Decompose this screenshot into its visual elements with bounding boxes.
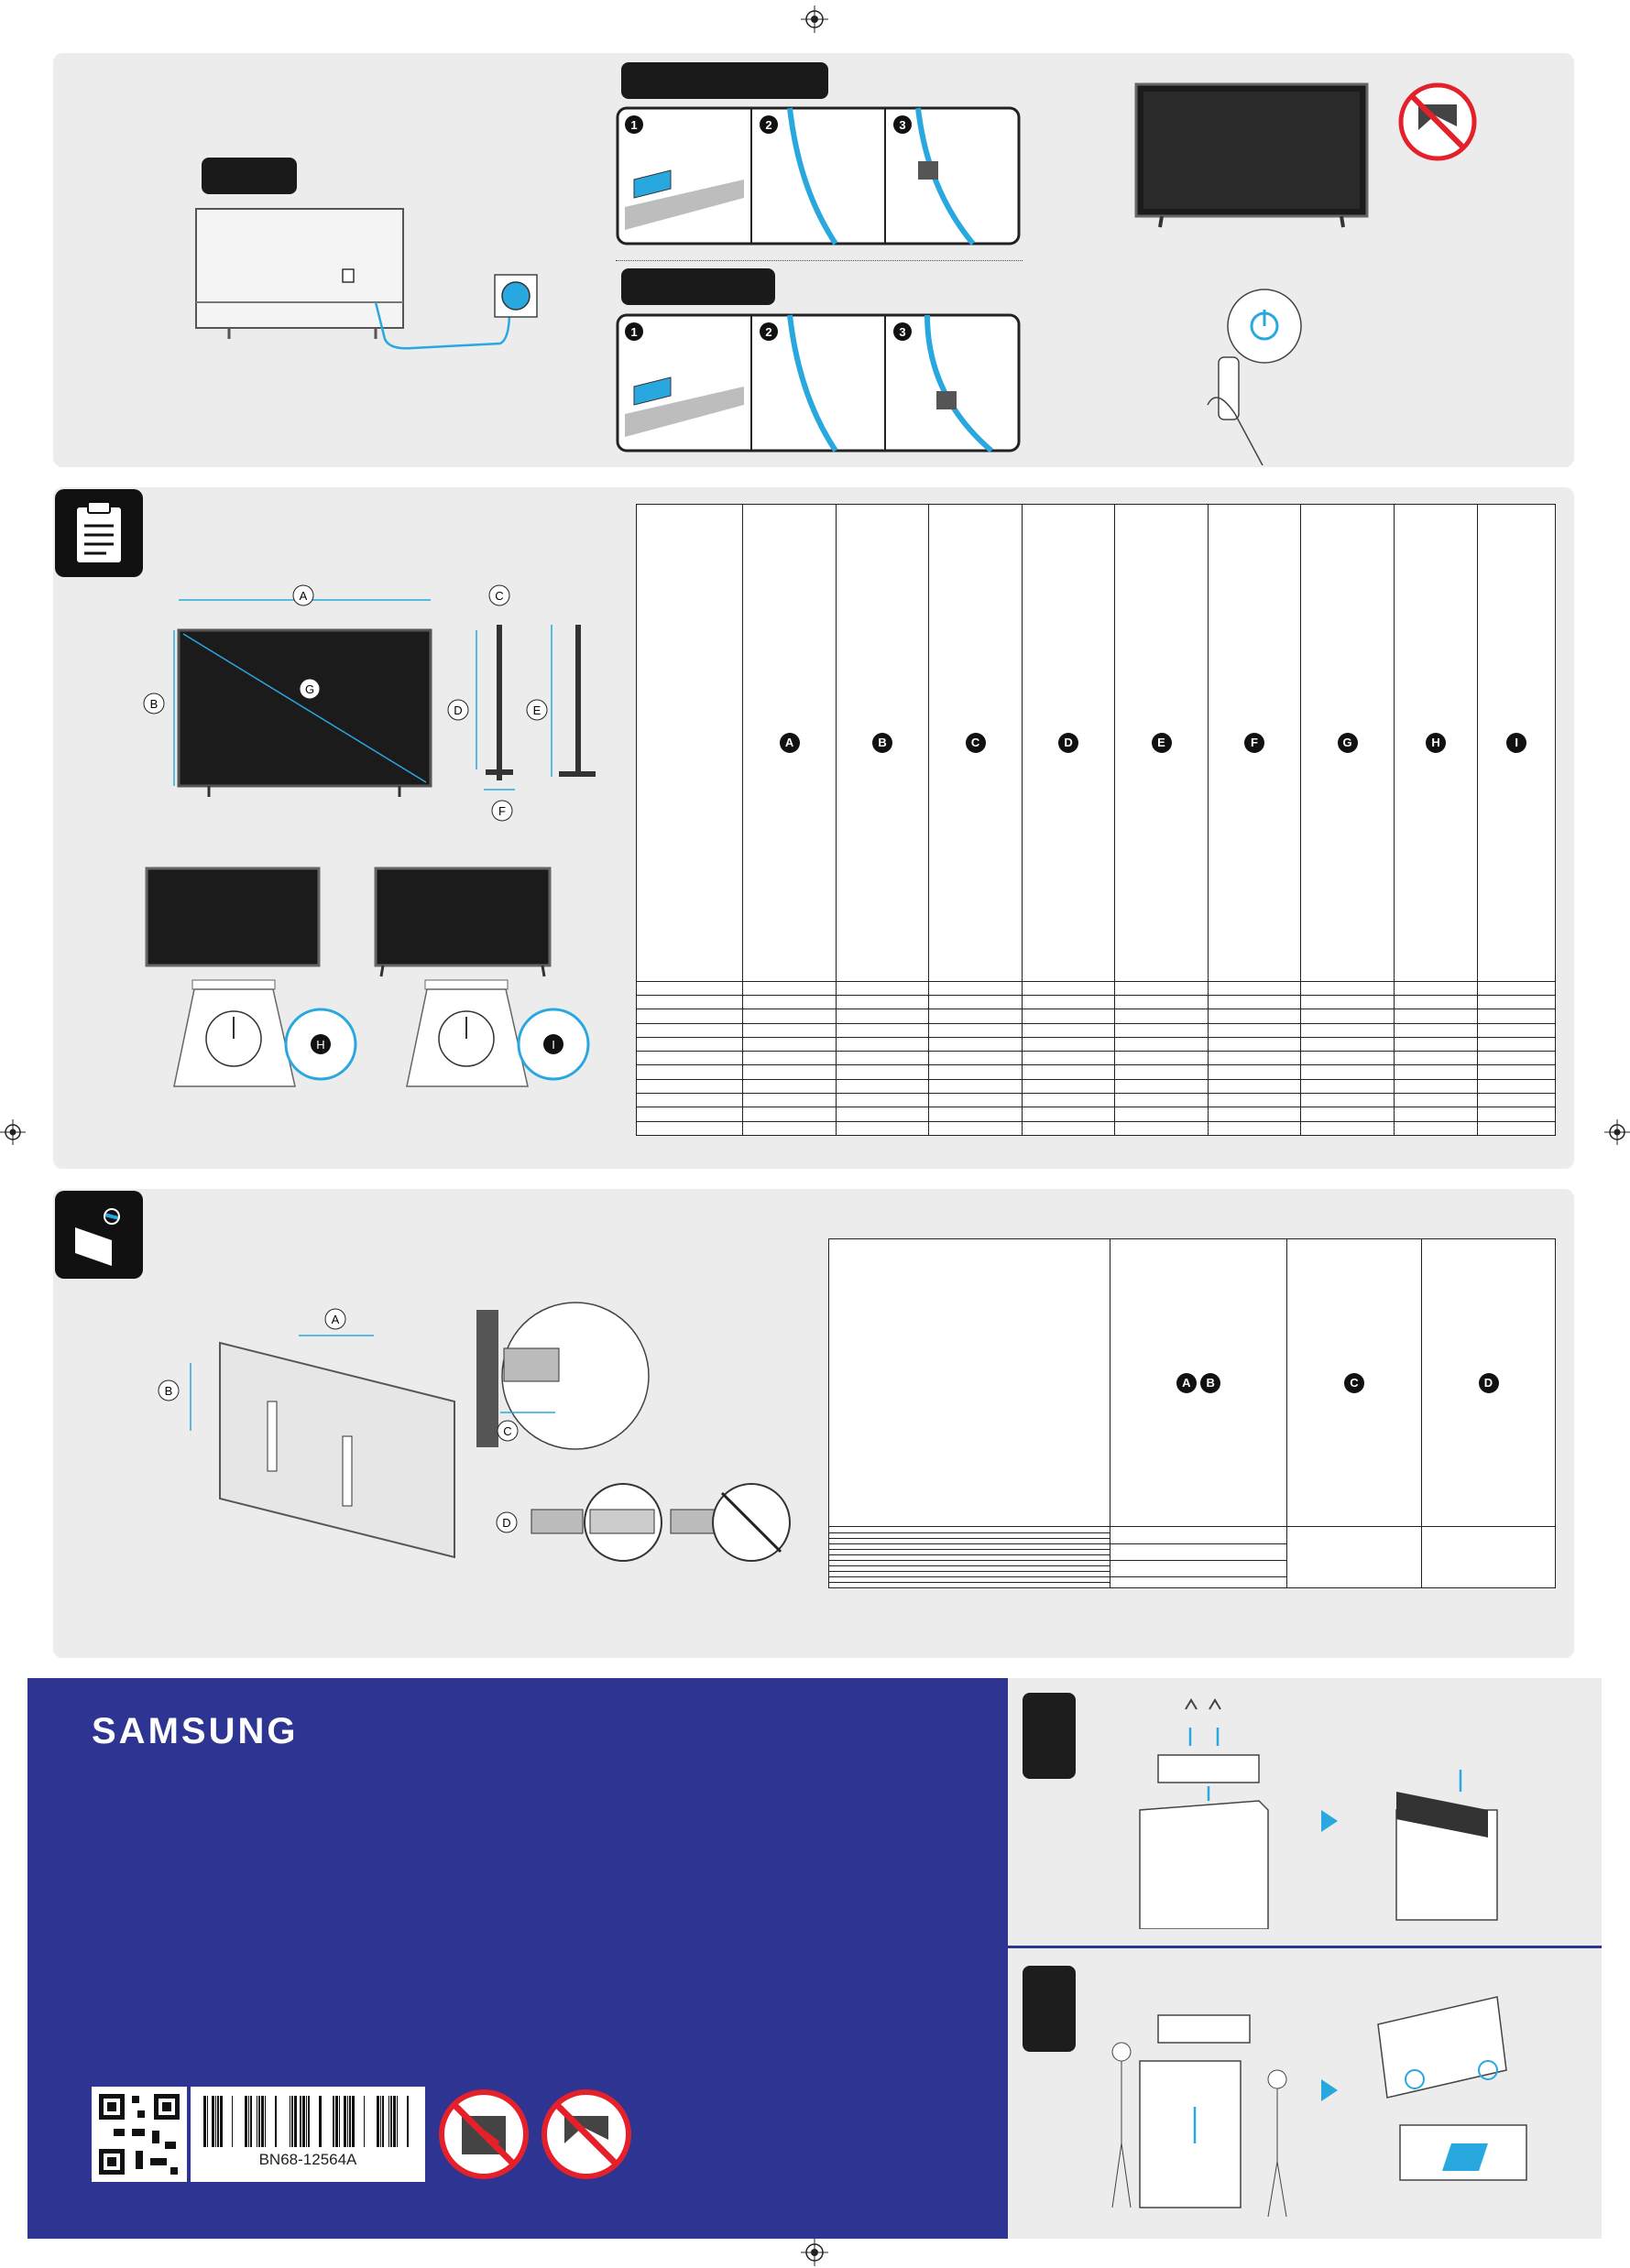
no-cut-icon (1398, 82, 1477, 161)
barcode-bar (261, 2096, 264, 2147)
table-cell (1478, 1107, 1556, 1121)
svg-text:D: D (454, 703, 463, 717)
svg-text:1: 1 (630, 118, 638, 132)
table-cell (637, 1121, 743, 1135)
table-cell (1478, 1052, 1556, 1065)
barcode-bar (294, 2096, 297, 2147)
table-cell (1208, 1065, 1301, 1079)
registration-mark-left (0, 1119, 26, 1145)
arrow-right-icon (1321, 1810, 1338, 1832)
table-cell (637, 1065, 743, 1079)
part-number: BN68-12564A (258, 2151, 357, 2168)
step-tile (1023, 1966, 1076, 2052)
barcode-bar (382, 2096, 384, 2147)
header-cell (1287, 1239, 1422, 1527)
table-cell (1208, 1023, 1301, 1037)
table-cell (836, 1037, 929, 1051)
barcode-bar (333, 2096, 334, 2147)
table-cell (929, 995, 1023, 1009)
brand-logo: SAMSUNG (92, 1711, 299, 1751)
table-cell (1115, 1052, 1209, 1065)
svg-text:B: B (164, 1384, 173, 1398)
svg-text:F: F (498, 804, 506, 818)
barcode-bar (302, 2096, 305, 2147)
table-cell (1478, 1037, 1556, 1051)
barcode-bar (245, 2096, 247, 2147)
table-cell (929, 1037, 1023, 1051)
table-cell (929, 1079, 1023, 1093)
table-cell (743, 1037, 837, 1051)
svg-text:I: I (552, 1038, 555, 1052)
table-row (637, 1052, 1556, 1065)
clipboard-icon (55, 489, 143, 577)
header-cell (1478, 505, 1556, 982)
table-cell (1115, 1107, 1209, 1121)
svg-text:G: G (304, 682, 315, 696)
header-cell (743, 505, 837, 982)
table-cell (1301, 1107, 1395, 1121)
table-cell (743, 1094, 837, 1107)
registration-mark-bottom (801, 2239, 828, 2266)
header-label: G (1338, 733, 1358, 753)
table-cell (1394, 1079, 1478, 1093)
svg-text:2: 2 (765, 118, 772, 132)
table-cell (1301, 1065, 1395, 1079)
header-label: I (1506, 733, 1526, 753)
barcode-bar (215, 2096, 216, 2147)
header-cell (1208, 505, 1301, 982)
barcode-bar (250, 2096, 252, 2147)
table-cell (1394, 1107, 1478, 1121)
barcode-icon (203, 2096, 412, 2147)
table-cell (1394, 1094, 1478, 1107)
barcode-bar (339, 2096, 340, 2147)
tv-dimensions-diagram (137, 577, 614, 834)
svg-text:B: B (149, 697, 159, 711)
remote-power-illustration (1198, 286, 1318, 465)
table-cell (743, 1121, 837, 1135)
table-cell (1022, 1009, 1115, 1023)
table-cell (1478, 1009, 1556, 1023)
table-cell (1115, 1121, 1209, 1135)
table-cell (1115, 1009, 1209, 1023)
table-cell (637, 1023, 743, 1037)
wall-mount-diagram (147, 1292, 806, 1566)
table-cell (1301, 995, 1395, 1009)
table-cell (929, 1107, 1023, 1121)
header-label: E (1152, 733, 1172, 753)
table-cell (1208, 981, 1301, 995)
table-cell (1208, 1009, 1301, 1023)
tv-front-illustration (1134, 82, 1369, 229)
table-row (637, 1094, 1556, 1107)
table-cell (1478, 1065, 1556, 1079)
cable-steps-row-1 (616, 106, 1021, 245)
unbox-step-1 (1121, 1691, 1561, 1929)
header-cell (1115, 505, 1209, 982)
table-row (637, 1023, 1556, 1037)
table-cell (836, 1023, 929, 1037)
barcode-bar (352, 2096, 355, 2147)
barcode-bar (349, 2096, 351, 2147)
wall-mount-icon (55, 1191, 143, 1279)
header-cell (1394, 505, 1478, 982)
table-cell (1478, 1094, 1556, 1107)
tv-back-power-illustration (192, 202, 559, 366)
table-cell (1110, 1527, 1287, 1543)
table-cell (1287, 1527, 1422, 1588)
weight-scale-i (370, 861, 605, 1090)
barcode-bar (203, 2096, 206, 2147)
header-label: B (872, 733, 892, 753)
table-cell (1478, 995, 1556, 1009)
table-cell (1394, 995, 1478, 1009)
table-cell (1115, 1037, 1209, 1051)
table-cell (1301, 1079, 1395, 1093)
table-cell (1394, 1052, 1478, 1065)
header-label: A (780, 733, 800, 753)
table-row (637, 995, 1556, 1009)
svg-text:H: H (316, 1038, 325, 1052)
table-cell (1394, 1009, 1478, 1023)
cable-steps-row-2 (616, 313, 1021, 453)
table-cell (743, 1107, 837, 1121)
table-cell (929, 1121, 1023, 1135)
table-cell (1394, 1065, 1478, 1079)
barcode-bar (364, 2096, 365, 2147)
svg-text:E: E (532, 703, 542, 717)
table-cell (1110, 1543, 1287, 1560)
table-cell (637, 1107, 743, 1121)
table-cell (1301, 1121, 1395, 1135)
dimensions-table (636, 504, 1556, 1136)
header-cell (1422, 1239, 1556, 1527)
table-cell (637, 995, 743, 1009)
header-cell (1022, 505, 1115, 982)
table-cell (1110, 1560, 1287, 1576)
table-cell (743, 1052, 837, 1065)
svg-text:A: A (331, 1313, 340, 1326)
table-row (637, 1009, 1556, 1023)
svg-text:A: A (299, 589, 308, 603)
barcode-bar (397, 2096, 398, 2147)
table-row (637, 1107, 1556, 1121)
barcode-bar (344, 2096, 346, 2147)
table-cell (836, 995, 929, 1009)
table-row (637, 1037, 1556, 1051)
svg-text:1: 1 (630, 325, 638, 339)
registration-mark-right (1604, 1119, 1630, 1145)
table-cell (1022, 1023, 1115, 1037)
table-cell (637, 1079, 743, 1093)
table-cell (1022, 981, 1115, 995)
table-row (637, 1121, 1556, 1135)
table-cell (836, 981, 929, 995)
table-cell (1301, 1037, 1395, 1051)
table-cell (1301, 981, 1395, 995)
table-cell (929, 1094, 1023, 1107)
table-cell (1110, 1576, 1287, 1587)
step-tile (1023, 1693, 1076, 1779)
table-cell (1208, 1107, 1301, 1121)
table-cell (1115, 1094, 1209, 1107)
table-cell (743, 1079, 837, 1093)
barcode-bar (232, 2096, 233, 2147)
qr-code-icon (92, 2087, 187, 2182)
barcode-bar (275, 2096, 277, 2147)
barcode-bar (347, 2096, 348, 2147)
table-row (637, 1079, 1556, 1093)
barcode-bar (291, 2096, 293, 2147)
section-divider (1008, 1946, 1602, 1948)
table-cell (1301, 1094, 1395, 1107)
svg-text:2: 2 (765, 325, 772, 339)
header-cell (1110, 1239, 1287, 1527)
table-cell (1301, 1009, 1395, 1023)
table-cell (836, 1094, 929, 1107)
label-pill (621, 268, 775, 305)
barcode-bar (308, 2096, 310, 2147)
no-cut-icon (541, 2088, 632, 2180)
barcode-bar (377, 2096, 379, 2147)
barcode-bar (258, 2096, 260, 2147)
barcode-bar (380, 2096, 381, 2147)
label-pill (621, 62, 828, 99)
svg-text:C: C (495, 589, 504, 603)
header-label: B (1200, 1373, 1220, 1393)
barcode-bar (265, 2096, 266, 2147)
dotted-divider (616, 260, 1023, 261)
table-cell (1115, 1023, 1209, 1037)
table-cell (1022, 1121, 1115, 1135)
barcode-bar (212, 2096, 214, 2147)
table-cell (1301, 1052, 1395, 1065)
table-cell (637, 1094, 743, 1107)
table-cell (1478, 1079, 1556, 1093)
barcode-bar (335, 2096, 338, 2147)
table-cell (1394, 1037, 1478, 1051)
table-cell (929, 1065, 1023, 1079)
header-cell (929, 505, 1023, 982)
table-cell (1208, 995, 1301, 1009)
table-row (637, 981, 1556, 995)
table-row (637, 1065, 1556, 1079)
table-cell (1022, 1094, 1115, 1107)
barcode-bar (248, 2096, 249, 2147)
barcode-bar (207, 2096, 208, 2147)
table-cell (637, 1052, 743, 1065)
table-cell (1208, 1079, 1301, 1093)
table-cell (929, 1023, 1023, 1037)
header-label: C (966, 733, 986, 753)
table-cell (1115, 1079, 1209, 1093)
header-label: D (1058, 733, 1078, 753)
table-cell (743, 981, 837, 995)
header-label: C (1344, 1373, 1364, 1393)
table-cell (637, 1037, 743, 1051)
barcode-bar (390, 2096, 392, 2147)
table-cell (1394, 981, 1478, 995)
table-cell (743, 1009, 837, 1023)
table-cell (1022, 1079, 1115, 1093)
svg-text:3: 3 (899, 118, 906, 132)
barcode-bar (306, 2096, 307, 2147)
table-cell (1115, 981, 1209, 995)
header-label: F (1244, 733, 1264, 753)
table-cell (1478, 1121, 1556, 1135)
table-cell (1208, 1121, 1301, 1135)
table-cell (1208, 1052, 1301, 1065)
barcode-bar (220, 2096, 223, 2147)
label-pill (202, 158, 297, 194)
header-cell (836, 505, 929, 982)
header-label: H (1426, 733, 1446, 753)
table-cell (1022, 1052, 1115, 1065)
table-cell (1022, 1107, 1115, 1121)
table-cell (836, 1009, 929, 1023)
table-cell (1208, 1037, 1301, 1051)
table-cell (1022, 1037, 1115, 1051)
header-label: A (1176, 1373, 1197, 1393)
barcode-bar (388, 2096, 389, 2147)
barcode-bar (217, 2096, 219, 2147)
header-cell-blank (829, 1239, 1110, 1527)
table-cell (836, 1065, 929, 1079)
table-cell (929, 981, 1023, 995)
weight-scale-h (137, 861, 366, 1090)
table-cell (1394, 1121, 1478, 1135)
table-cell (1115, 995, 1209, 1009)
table-cell (1022, 1065, 1115, 1079)
table-cell (743, 1065, 837, 1079)
table-cell (1478, 981, 1556, 995)
barcode-bar (393, 2096, 396, 2147)
table-cell (929, 1009, 1023, 1023)
table-cell (637, 1009, 743, 1023)
table-cell (1301, 1023, 1395, 1037)
table-cell (1478, 1023, 1556, 1037)
table-cell (929, 1052, 1023, 1065)
header-cell-blank (637, 505, 743, 982)
header-label: D (1479, 1373, 1499, 1393)
table-cell (1022, 995, 1115, 1009)
svg-text:3: 3 (899, 325, 906, 339)
table-cell (743, 995, 837, 1009)
header-cell (1301, 505, 1395, 982)
barcode-bar (407, 2096, 409, 2147)
table-cell (1115, 1065, 1209, 1079)
table-cell (637, 981, 743, 995)
table-cell (836, 1052, 929, 1065)
table-cell (836, 1079, 929, 1093)
table-cell (836, 1121, 929, 1135)
barcode-bar (319, 2096, 322, 2147)
wall-mount-table (828, 1238, 1556, 1588)
table-cell (1394, 1023, 1478, 1037)
barcode-bar (300, 2096, 301, 2147)
svg-text:D: D (502, 1516, 511, 1530)
table-cell (829, 1582, 1110, 1587)
table-cell (1422, 1527, 1556, 1588)
unbox-step-2 (1103, 1960, 1561, 2217)
table-cell (836, 1107, 929, 1121)
registration-mark-top (801, 5, 828, 33)
svg-text:C: C (503, 1424, 512, 1438)
no-knife-icon (438, 2088, 530, 2180)
table-cell (743, 1023, 837, 1037)
table-cell (1208, 1094, 1301, 1107)
